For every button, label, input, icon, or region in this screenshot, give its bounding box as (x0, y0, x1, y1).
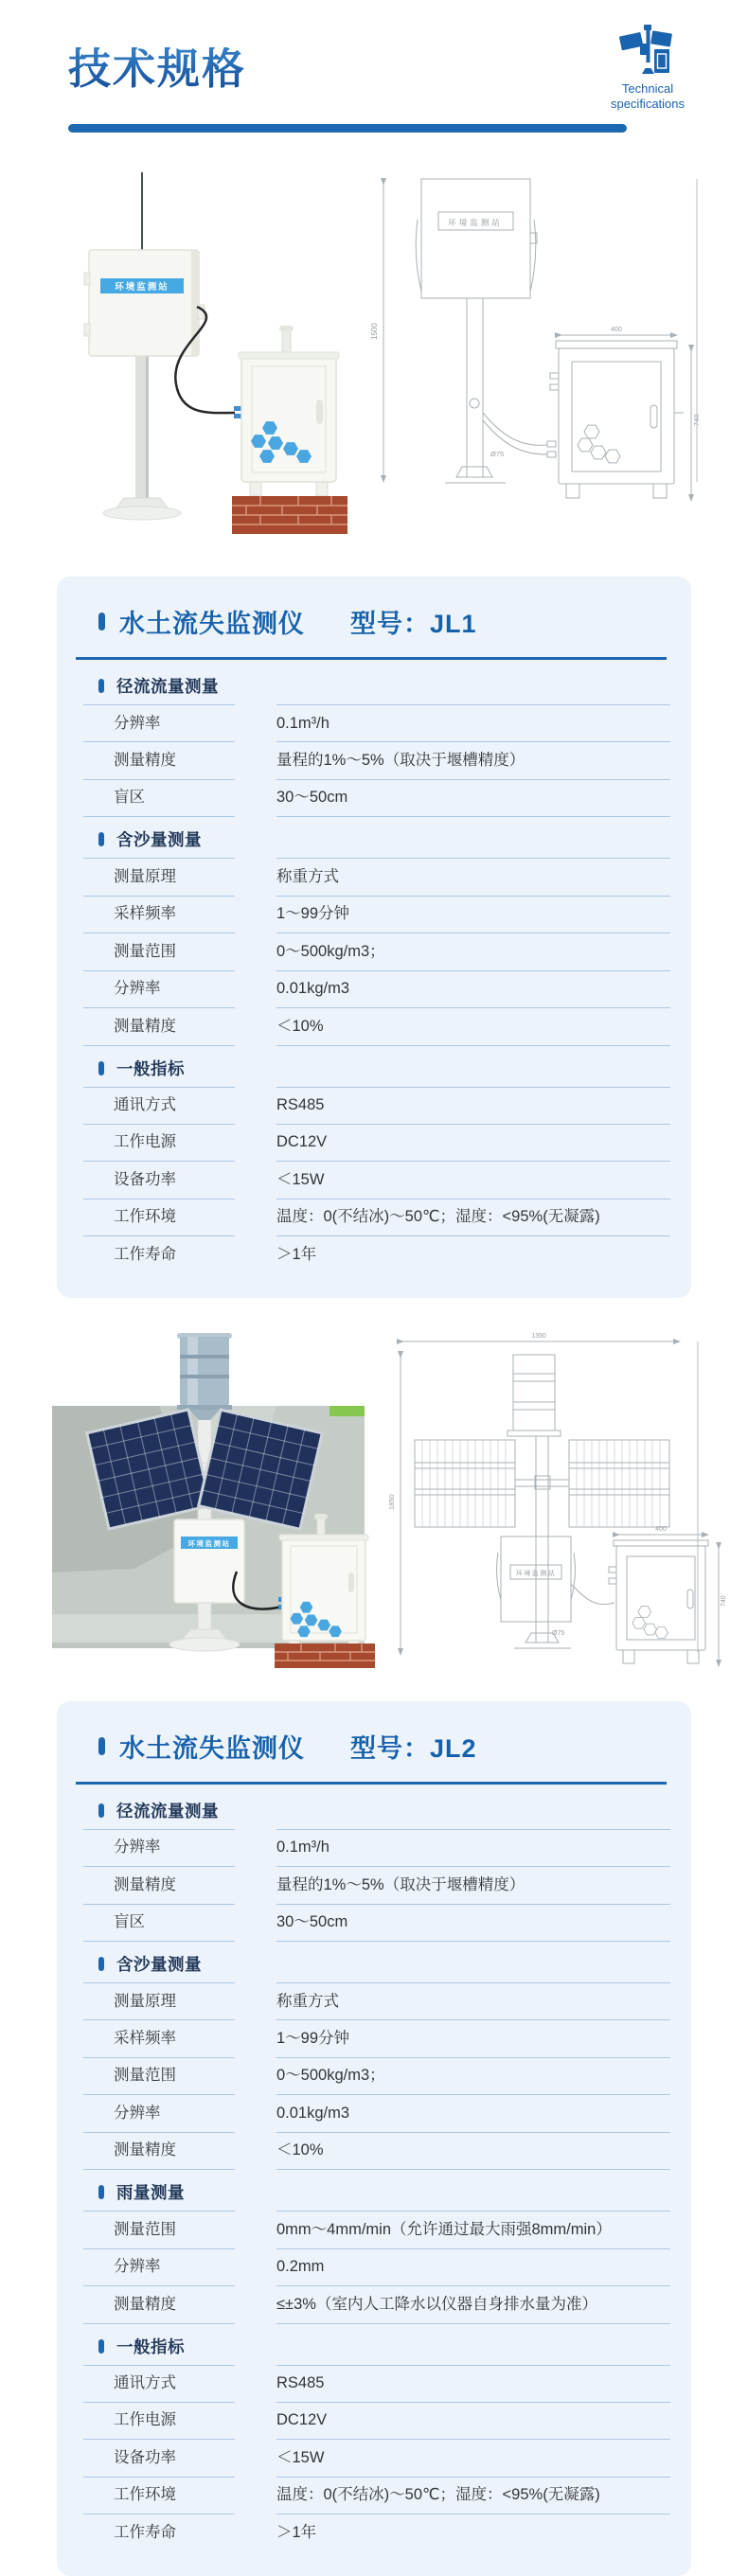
section-name: 雨量测量 (116, 2183, 185, 2203)
card-title-row (57, 592, 691, 649)
spec-label: 测量范围 (83, 933, 235, 969)
spec-value: 30～50cm (276, 779, 670, 817)
brick-pedestal-2 (275, 1643, 375, 1668)
spec-value: RS485 (276, 1087, 670, 1124)
dim-total-width: 1350 (531, 1332, 546, 1340)
section-accent-bar (98, 679, 104, 693)
section-accent-bar (98, 1061, 104, 1075)
spec-row (83, 2439, 670, 2476)
rain-gauge (177, 1333, 232, 1420)
spec-row (83, 2477, 670, 2514)
dim-pole-height: 1500 (370, 323, 379, 340)
dim-pole-diameter-2: Ø75 (552, 1629, 565, 1637)
section-accent-bar (98, 832, 104, 846)
spec-label: 工作电源 (83, 1124, 235, 1161)
spec-row (83, 2402, 670, 2439)
spec-card-jl2 (57, 1701, 691, 2576)
title-accent-bar (98, 613, 105, 631)
spec-value: ≤±3%（室内人工降水以仪器自身排水量为准） (276, 2285, 670, 2323)
title-divider (76, 1782, 667, 1785)
spec-label: 通讯方式 (83, 1087, 235, 1124)
spec-label: 采样频率 (83, 896, 235, 933)
drawing-hexagon-cluster (578, 425, 620, 463)
spec-value: 30～50cm (276, 1904, 670, 1942)
spec-row (83, 1982, 670, 2019)
section-rows (57, 1829, 691, 1942)
section-accent-bar (98, 1803, 104, 1818)
drawing-station-label: 环境监测站 (448, 218, 503, 227)
card-title-row (57, 1716, 691, 1774)
section-accent-bar (98, 1957, 104, 1971)
spec-value: 0.1m³/h (276, 704, 670, 741)
title-divider (76, 657, 667, 660)
section-rows (57, 1087, 691, 1273)
spec-value: ＜10% (276, 1007, 670, 1045)
spec-value: 量程的1%～5%（取决于堰槽精度） (276, 1866, 670, 1903)
section-header (57, 2324, 691, 2365)
spec-row (83, 1161, 670, 1198)
section-header (57, 664, 691, 704)
page-title: 技术规格 (68, 47, 687, 90)
section-accent-bar (98, 2339, 104, 2354)
spec-value: ＞1年 (276, 2514, 670, 2550)
spec-section (57, 817, 691, 1045)
spec-value: 称重方式 (276, 1982, 670, 2019)
solar-panel-right (199, 1410, 323, 1529)
drawing-station-label-2: 环境监测站 (515, 1570, 557, 1577)
section-name: 径流流量测量 (116, 677, 219, 696)
dim-cabinet-height: 740 (692, 414, 701, 426)
spec-label: 工作环境 (83, 2477, 235, 2514)
render-sampler-cabinet-2 (279, 1514, 368, 1653)
spec-label: 测量精度 (83, 741, 235, 778)
section-accent-bar (98, 2185, 104, 2199)
spec-row (83, 1904, 670, 1942)
spec-row (83, 1007, 670, 1045)
spec-label: 测量精度 (83, 1866, 235, 1903)
station-label-text-2: 环境监测站 (187, 1538, 231, 1548)
spec-row (83, 1087, 670, 1124)
spec-row (83, 2365, 670, 2402)
brick-pedestal (232, 496, 347, 534)
spec-label: 测量精度 (83, 1007, 235, 1045)
spec-value: 0mm～4mm/min（允许通过最大雨强8mm/min） (276, 2211, 670, 2247)
spec-value: 0～500kg/m3； (276, 2057, 670, 2094)
drawing-hexagon-cluster-2 (632, 1606, 668, 1638)
spec-label: 设备功率 (83, 1161, 235, 1198)
product-name: 水土流失监测仪 (119, 1733, 305, 1763)
spec-value: ＜15W (276, 2439, 670, 2476)
spec-label: 工作寿命 (83, 2514, 235, 2550)
spec-label: 采样频率 (83, 2019, 235, 2056)
spec-row (83, 896, 670, 933)
spec-label: 分辨率 (83, 2248, 235, 2285)
spec-row (83, 779, 670, 817)
spec-row (83, 933, 670, 969)
render-pole-station (84, 172, 347, 534)
spec-label: 设备功率 (83, 2439, 235, 2476)
section-header (57, 1788, 691, 1829)
spec-section (57, 2324, 691, 2551)
section-name: 一般指标 (116, 1058, 185, 1078)
spec-value: 0～500kg/m3； (276, 933, 670, 969)
spec-value: ＞1年 (276, 1235, 670, 1272)
spec-value: 温度：0(不结冰)～50℃；湿度：<95%(无凝露) (276, 2477, 670, 2514)
spec-sections (57, 1788, 691, 2551)
spec-section (57, 2170, 691, 2323)
section-header (57, 1942, 691, 1982)
spec-value: 1～99分钟 (276, 2019, 670, 2056)
spec-section (57, 1046, 691, 1273)
spec-value: DC12V (276, 1124, 670, 1161)
spec-label: 测量范围 (83, 2211, 235, 2247)
section-name: 含沙量测量 (116, 1955, 202, 1974)
spec-value: 0.2mm (276, 2248, 670, 2285)
spec-row (83, 741, 670, 778)
spec-row (83, 2057, 670, 2094)
spec-section (57, 664, 691, 817)
section-header (57, 817, 691, 858)
spec-section (57, 1942, 691, 2170)
section-header (57, 2170, 691, 2211)
spec-row (83, 970, 670, 1007)
spec-row (83, 2211, 670, 2247)
spec-sections (57, 664, 691, 1273)
spec-row (83, 1124, 670, 1161)
dim-cabinet-width-2: 400 (655, 1525, 667, 1533)
spec-label: 通讯方式 (83, 2365, 235, 2402)
spec-label: 测量范围 (83, 2057, 235, 2094)
title-accent-bar (98, 1737, 105, 1755)
solar-panel-left (87, 1410, 211, 1529)
spec-row (83, 1235, 670, 1272)
spec-value: ＜10% (276, 2132, 670, 2170)
spec-row (83, 2019, 670, 2056)
product-name: 水土流失监测仪 (119, 610, 305, 638)
section-name: 径流流量测量 (116, 1801, 219, 1821)
spec-card-jl1 (57, 577, 691, 1298)
dim-cabinet-height-2: 740 (721, 1595, 727, 1607)
spec-row (83, 858, 670, 895)
section-rows (57, 858, 691, 1045)
spec-value: 温度：0(不结冰)～50℃；湿度：<95%(无凝露) (276, 1199, 670, 1235)
figure-jl2-station (47, 1330, 727, 1673)
render-solar-station (52, 1333, 375, 1668)
product-model: 型号：JL2 (350, 1733, 477, 1763)
tagline-line2: specifications (610, 97, 686, 112)
spec-value: 0.1m³/h (276, 1829, 670, 1866)
spec-section (57, 1788, 691, 1942)
spec-value: ＜15W (276, 1161, 670, 1198)
spec-value: 0.01kg/m3 (276, 970, 670, 1007)
tagline-line1: Technical (621, 81, 674, 96)
spec-value: 1～99分钟 (276, 896, 670, 933)
spec-label: 分辨率 (83, 704, 235, 741)
spec-row (83, 1829, 670, 1866)
spec-row (83, 2248, 670, 2285)
drawing-solar-panels (415, 1440, 669, 1527)
section-header (57, 1046, 691, 1087)
spec-row (83, 2514, 670, 2550)
spec-label: 测量精度 (83, 2285, 235, 2323)
spec-label: 测量原理 (83, 858, 235, 895)
spec-value: 称重方式 (276, 858, 670, 895)
line-drawing-jl2 (387, 1333, 727, 1663)
figure-jl1-station (47, 165, 701, 548)
section-rows (57, 2211, 691, 2323)
spec-label: 盲区 (83, 779, 235, 817)
section-rows (57, 1982, 691, 2170)
page-header (0, 0, 748, 133)
spec-label: 测量精度 (83, 2132, 235, 2170)
dim-cabinet-width: 400 (611, 327, 622, 333)
line-drawing-jl1 (370, 179, 701, 498)
spec-value: RS485 (276, 2365, 670, 2402)
spec-label: 分辨率 (83, 1829, 235, 1866)
section-rows (57, 704, 691, 817)
spec-row (83, 2285, 670, 2323)
section-rows (57, 2365, 691, 2551)
spec-label: 工作电源 (83, 2402, 235, 2439)
spec-label: 工作环境 (83, 1199, 235, 1235)
monitoring-station-icon (618, 25, 677, 76)
section-name: 含沙量测量 (116, 830, 202, 850)
spec-value: 量程的1%～5%（取决于堰槽精度） (276, 741, 670, 778)
spec-row (83, 2132, 670, 2170)
header-divider-bar (68, 124, 627, 133)
spec-value: DC12V (276, 2402, 670, 2439)
spec-label: 盲区 (83, 1904, 235, 1942)
spec-row (83, 2094, 670, 2131)
spec-label: 分辨率 (83, 970, 235, 1007)
station-label-text: 环境监测站 (115, 282, 169, 293)
spec-label: 分辨率 (83, 2094, 235, 2131)
render-sampler-cabinet (239, 326, 339, 496)
section-name: 一般指标 (116, 2336, 185, 2356)
spec-row (83, 704, 670, 741)
spec-row (83, 1866, 670, 1903)
product-model: 型号：JL1 (350, 610, 477, 638)
dim-pole-diameter: Ø75 (490, 450, 505, 458)
spec-row (83, 1199, 670, 1235)
dim-total-height: 1850 (387, 1494, 396, 1510)
header-tagline (583, 25, 712, 113)
spec-label: 测量原理 (83, 1982, 235, 2019)
spec-label: 工作寿命 (83, 1235, 235, 1272)
spec-value: 0.01kg/m3 (276, 2094, 670, 2131)
